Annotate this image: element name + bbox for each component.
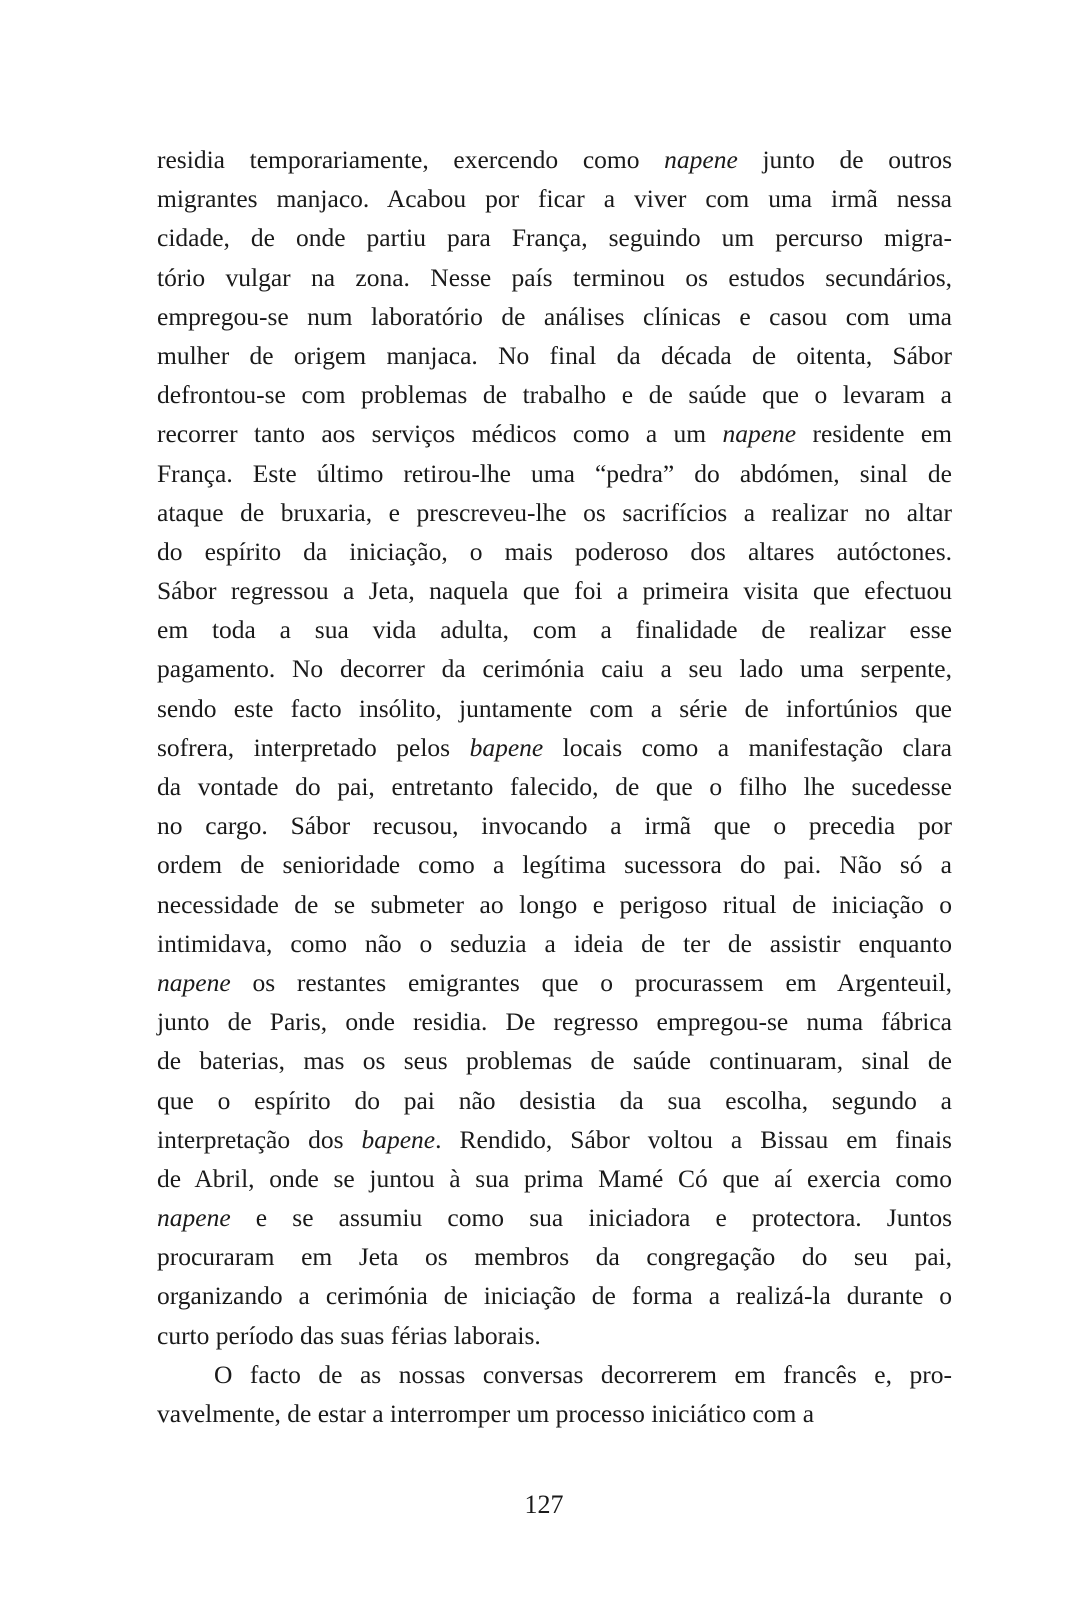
text-line: recorrer tanto aos serviços médicos como a um napene residente em bbox=[157, 419, 952, 449]
text-line: tório vulgar na zona. Nesse país terminou os estudos secundários, bbox=[157, 262, 952, 292]
text-line: sofrera, interpretado pelos bapene locais como a manifestação clara bbox=[157, 732, 952, 762]
text-line: procuraram em Jeta os membros da congregação do seu pai, bbox=[157, 1242, 952, 1272]
paragraph bbox=[157, 140, 952, 1355]
text-line: empregou-se num laboratório de análises clínicas e casou com uma bbox=[157, 301, 952, 331]
page-number: 127 bbox=[524, 1490, 564, 1519]
text-line: Sábor regressou a Jeta, naquela que foi a primeira visita que efectuou bbox=[157, 576, 952, 606]
text-line: em toda a sua vida adulta, com a finalidade de realizar esse bbox=[157, 615, 952, 645]
italic-term: napene bbox=[722, 419, 797, 449]
text-line: cidade, de onde partiu para França, seguindo um percurso migra- bbox=[157, 223, 952, 253]
text-line: ataque de bruxaria, e prescreveu-lhe os sacrifícios a realizar no altar bbox=[157, 497, 952, 527]
text-line: napene os restantes emigrantes que o procurassem em Argenteuil, bbox=[157, 967, 952, 997]
text-line: vavelmente, de estar a interromper um processo iniciático com a bbox=[157, 1399, 815, 1428]
text-line: necessidade de se submeter ao longo e perigoso ritual de iniciação o bbox=[157, 889, 952, 919]
italic-term: bapene bbox=[361, 1124, 436, 1154]
italic-term: napene bbox=[157, 967, 231, 997]
text-line: de Abril, onde se juntou à sua prima Mamé Có que aí exercia como bbox=[157, 1163, 952, 1193]
text-line: do espírito da iniciação, o mais poderoso dos altares autóctones. bbox=[157, 536, 952, 566]
text-line: napene e se assumiu como sua iniciadora e protectora. Juntos bbox=[157, 1203, 952, 1233]
text-line: de baterias, mas os seus problemas de saúde continuaram, sinal de bbox=[157, 1046, 952, 1076]
text-line: organizando a cerimónia de iniciação de forma a realizá-la durante o bbox=[157, 1281, 952, 1311]
text-line: mulher de origem manjaca. No final da década de oitenta, Sábor bbox=[157, 340, 952, 370]
text-line: pagamento. No decorrer da cerimónia caiu a seu lado uma serpente, bbox=[157, 654, 952, 684]
text-line: ordem de senioridade como a legítima sucessora do pai. Não só a bbox=[157, 850, 952, 880]
text-line: no cargo. Sábor recusou, invocando a irmã que o precedia por bbox=[157, 811, 952, 841]
text-line: migrantes manjaco. Acabou por ficar a viver com uma irmã nessa bbox=[157, 184, 952, 214]
text-line: que o espírito do pai não desistia da sua escolha, segundo a bbox=[157, 1085, 952, 1115]
text-line: defrontou-se com problemas de trabalho e de saúde que o levaram a bbox=[157, 380, 952, 410]
text-line: junto de Paris, onde residia. De regresso empregou-se numa fábrica bbox=[157, 1007, 952, 1037]
text-line: residia temporariamente, exercendo como napene junto de outros bbox=[157, 145, 952, 174]
text-line: curto período das suas férias laborais. bbox=[157, 1320, 541, 1350]
text-line: da vontade do pai, entretanto falecido, de que o filho lhe sucedesse bbox=[157, 772, 952, 801]
paragraph bbox=[157, 1355, 952, 1433]
italic-term: bapene bbox=[469, 732, 544, 762]
italic-term: napene bbox=[157, 1203, 231, 1233]
text-line: França. Este último retirou-lhe uma “pedra” do abdómen, sinal de bbox=[157, 458, 952, 488]
text-line: O facto de as nossas conversas decorrerem em francês e, pro- bbox=[214, 1359, 952, 1389]
text-line: interpretação dos bapene. Rendido, Sábor voltou a Bissau em finais bbox=[157, 1124, 952, 1154]
text-line: sendo este facto insólito, juntamente com a série de infortúnios que bbox=[157, 693, 952, 723]
italic-term: napene bbox=[664, 145, 738, 174]
body-text bbox=[157, 140, 952, 1433]
text-line: intimidava, como não o seduzia a ideia de ter de assistir enquanto bbox=[157, 928, 952, 958]
